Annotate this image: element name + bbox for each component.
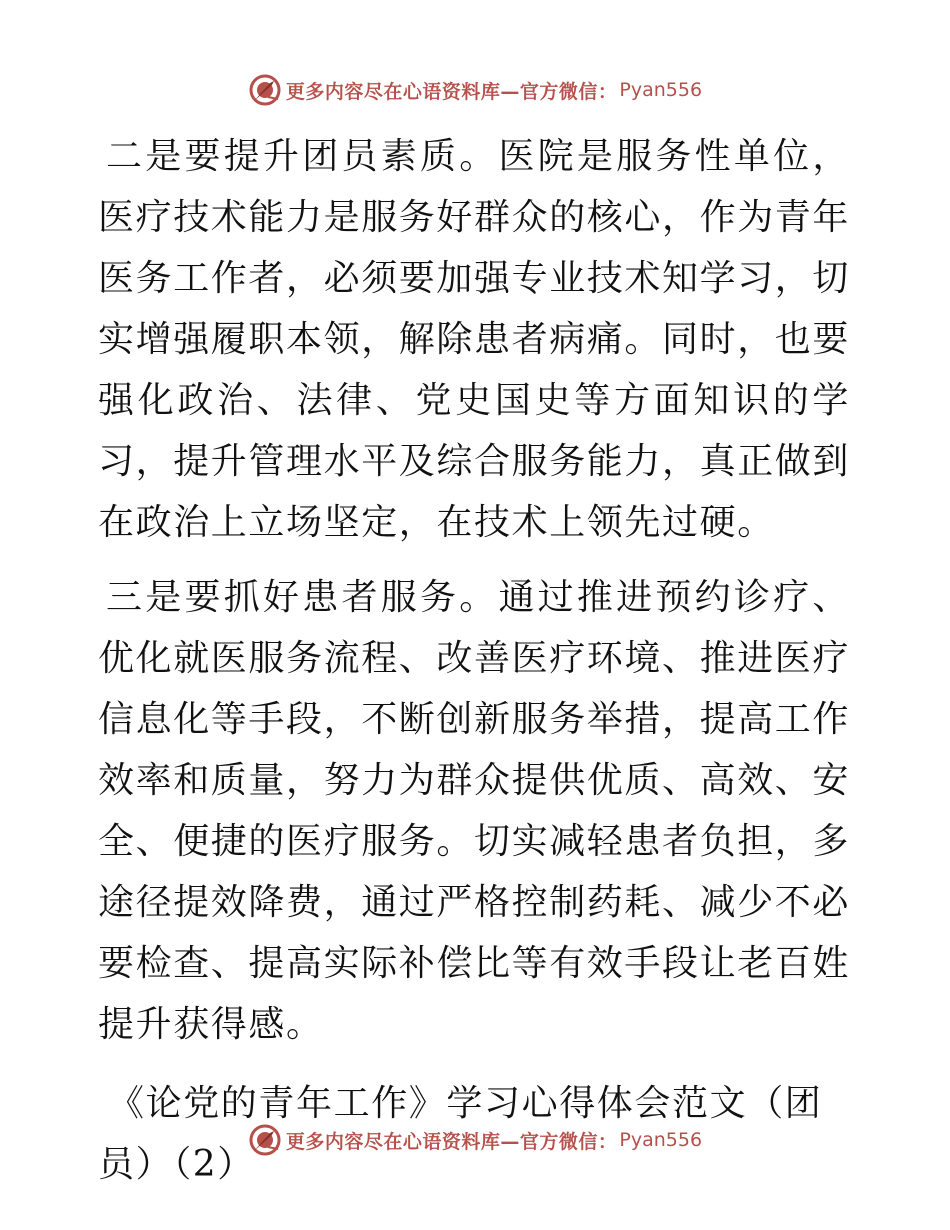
quill-seal-icon (248, 73, 282, 107)
section-heading: 《论党的青年工作》学习心得体会范文（团员）（2） (98, 1083, 823, 1185)
watermark-wechat-id: Pyan556 (619, 1129, 703, 1151)
quill-seal-icon (248, 1123, 282, 1157)
watermark-wechat-id: Pyan556 (619, 79, 703, 101)
header-watermark (0, 70, 950, 110)
paragraph-2: 三是要抓好患者服务。通过推进预约诊疗、优化就医服务流程、改善医疗环境、推进医疗信息化等手段，不断创新服务举措，提高工作效率和质量，努力为群众提供优质、高效、安全、便捷的医疗服务。切实减轻患者负担，多途径提效降费，通过严格控制药耗、减少不必要检查、提高实际补偿比等有效手段让老百姓提升获得感。 (98, 577, 851, 1045)
watermark-text: 更多内容尽在心语资料库—官方微信： (285, 1130, 618, 1153)
document-body (98, 126, 850, 1195)
footer-watermark (0, 1120, 950, 1160)
paragraph-1: 二是要提升团员素质。医院是服务性单位，医疗技术能力是服务好群众的核心，作为青年医务工作者，必须要加强专业技术知学习，切实增强履职本领，解除患者病痛。同时，也要强化政治、法律、党史国史等方面知识的学习，提升管理水平及综合服务能力，真正做到在政治上立场坚定，在技术上领先过硬。 (98, 136, 851, 543)
watermark-text: 更多内容尽在心语资料库—官方微信： (285, 80, 618, 103)
